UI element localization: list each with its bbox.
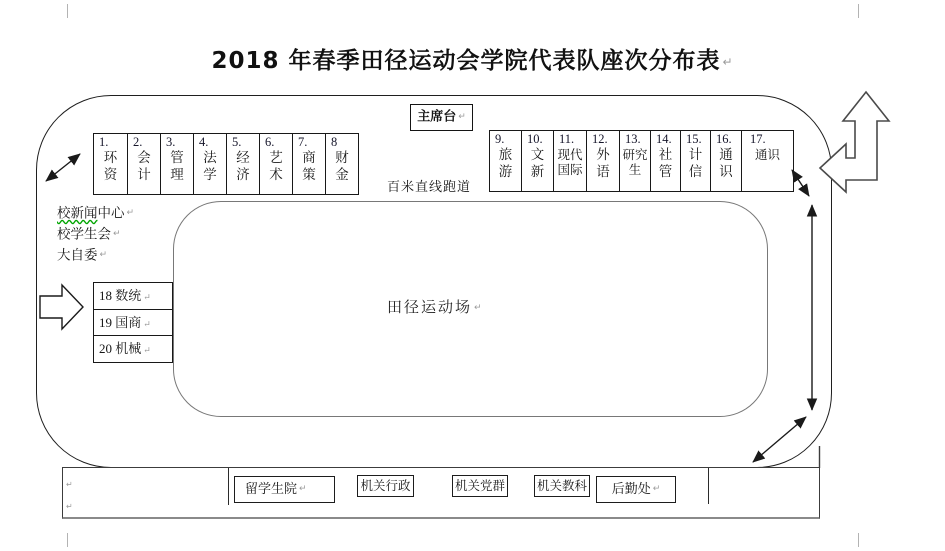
bottom-strip-divider [228, 468, 229, 505]
college-name: 法学 [203, 150, 217, 183]
page-title [0, 42, 945, 75]
college-name: 财金 [335, 150, 349, 183]
bottom-box-party: 机关党群 [452, 475, 508, 497]
college-cell-1: 1. 环资 [99, 135, 118, 183]
college-name: 通识 [754, 147, 780, 162]
paragraph-mark: ↵ [299, 484, 307, 494]
college-name: 计信 [688, 147, 703, 180]
college-name: 社管 [658, 147, 673, 180]
college-table-left [93, 133, 359, 195]
note-line-2: 校学生会 ↵ [57, 226, 121, 242]
college-name: 现代国际 [557, 147, 583, 177]
seat-row-19: 19 国商 ↵ [94, 309, 172, 335]
seat-row-20: 20 机械 ↵ [94, 335, 172, 362]
paragraph-mark: ↵ [722, 54, 734, 69]
podium-label: 主席台 [417, 109, 457, 125]
page-margin-mark [67, 4, 68, 18]
college-name: 管理 [170, 150, 184, 183]
college-cell-2: 2. 会计 [127, 134, 160, 194]
paragraph-mark: ↵ [474, 302, 484, 313]
college-cell-6: 6. 艺术 [259, 134, 292, 194]
college-cell-12: 12. 外语 [586, 131, 619, 191]
bottom-strip [62, 467, 820, 519]
college-name: 艺术 [269, 150, 283, 183]
paragraph-mark: ↵ [66, 480, 73, 489]
college-cell-14: 14. 社管 [650, 131, 680, 191]
podium-box [410, 104, 473, 131]
sprint-track-label: 百米直线跑道 [387, 180, 472, 195]
side-seat-table [93, 282, 173, 363]
college-cell-9: 9. 旅游 [495, 132, 513, 180]
note-line-3: 大自委 ↵ [57, 246, 108, 263]
college-name: 旅游 [498, 147, 513, 180]
side-notes [57, 203, 134, 265]
page-title-text: 2018 年春季田径运动会学院代表队座次分布表 [211, 48, 721, 74]
college-cell-5: 5. 经济 [226, 134, 259, 194]
paragraph-mark: ↵ [143, 344, 151, 355]
college-cell-7: 7. 商策 [292, 134, 325, 194]
college-cell-16: 16. 通识 [710, 131, 741, 191]
page-margin-mark [858, 533, 859, 547]
college-name: 环资 [103, 150, 118, 183]
college-table-right [489, 130, 794, 192]
paragraph-mark: ↵ [458, 112, 466, 122]
bottom-box-international-students: 留学生院 ↵ [234, 476, 335, 503]
bottom-strip-divider [708, 468, 709, 504]
seat-row-18: 18 数统 ↵ [99, 288, 151, 303]
college-cell-10: 10. 文新 [521, 131, 553, 191]
college-cell-4: 4. 法学 [193, 134, 226, 194]
field-label: 田径运动场 ↵ [387, 298, 484, 316]
college-name: 会计 [137, 150, 151, 183]
college-name: 研究生 [622, 147, 648, 177]
college-name: 通识 [719, 147, 733, 180]
college-cell-17: 17. 通识 [741, 131, 793, 191]
college-name: 商策 [302, 150, 316, 183]
college-name: 外语 [596, 147, 610, 180]
spellcheck-underlined-text: 校新闻 [57, 205, 98, 222]
paragraph-mark: ↵ [143, 291, 151, 302]
college-name: 经济 [236, 150, 250, 183]
paragraph-mark: ↵ [652, 484, 661, 494]
bottom-box-teaching: 机关教科 [534, 475, 590, 497]
bottom-box-admin: 机关行政 [357, 475, 414, 497]
page-margin-mark [67, 533, 68, 547]
college-cell-8: 8 财金 [325, 134, 358, 194]
bottom-box-logistics: 后勤处 ↵ [596, 476, 676, 503]
paragraph-mark: ↵ [143, 318, 151, 329]
paragraph-mark: ↵ [126, 208, 135, 218]
college-cell-15: 15. 计信 [680, 131, 710, 191]
college-cell-3: 3. 管理 [160, 134, 193, 194]
college-name: 文新 [530, 147, 545, 180]
paragraph-mark: ↵ [99, 249, 108, 260]
college-cell-11: 11. 现代国际 [553, 131, 586, 191]
paragraph-mark: ↵ [66, 502, 73, 511]
note-line-1: 校新闻中心 ↵ [57, 205, 135, 222]
paragraph-mark: ↵ [113, 228, 121, 239]
page-margin-mark [858, 4, 859, 18]
college-cell-13: 13. 研究生 [619, 131, 650, 191]
